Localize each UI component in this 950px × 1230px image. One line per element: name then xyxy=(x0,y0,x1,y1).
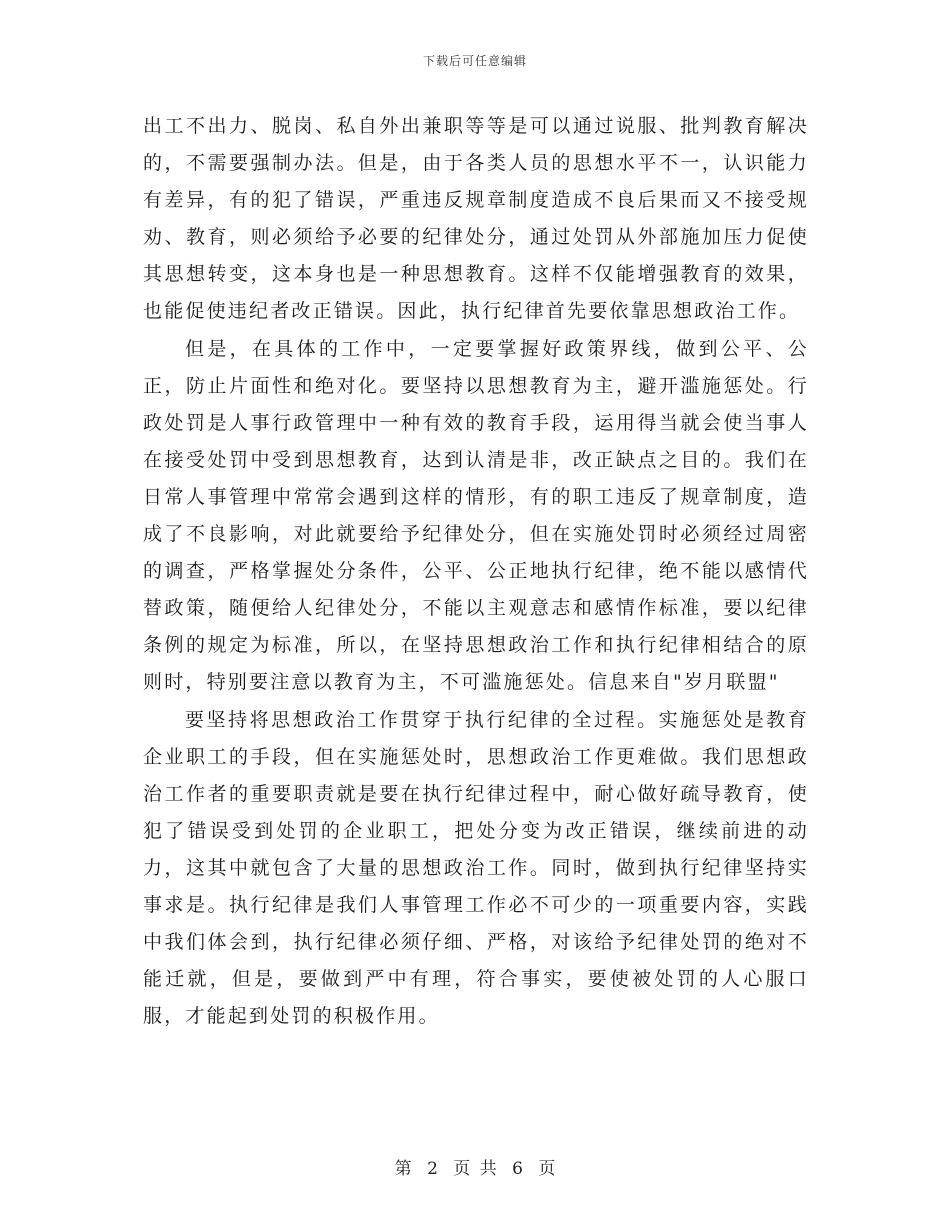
paragraph-2: 但是，在具体的工作中，一定要掌握好政策界线，做到公平、公正，防止片面性和绝对化。要坚持以思想教育为主，避开滥施惩处。行政处罚是人事行政管理中一种有效的教育手段，运用得当就会使当事人在接受处罚中受到思想教育，达到认清是非，改正缺点之目的。我们在日常人事管理中常常会遇到这样的情形，有的职工违反了规章制度，造成了不良影响，对此就要给予纪律处分，但在实施处罚时必须经过周密的调查，严格掌握处分条件，公平、公正地执行纪律，绝不能以感情代替政策，随便给人纪律处分，不能以主观意志和感情作标准，要以纪律条例的规定为标准，所以，在坚持思想政治工作和执行纪律相结合的原则时，特别要注意以教育为主，不可滥施惩处。信息来自"岁月联盟" xyxy=(143,337,809,694)
footer-mid: 页 共 xyxy=(453,1159,497,1179)
page-header xyxy=(0,52,950,69)
header-text: 下载后可任意编辑 xyxy=(422,54,527,68)
footer-suffix: 页 xyxy=(538,1159,556,1179)
page-footer xyxy=(0,1154,950,1179)
total-page-count: 6 xyxy=(512,1159,523,1179)
paragraph-3: 要坚持将思想政治工作贯穿于执行纪律的全过程。实施惩处是教育企业职工的手段，但在实施惩处时，思想政治工作更难做。我们思想政治工作者的重要职责就是要在执行纪律过程中，耐心做好疏导教育，使犯了错误受到处罚的企业职工，把处分变为改正错误，继续前进的动力，这其中就包含了大量的思想政治工作。同时，做到执行纪律坚持实事求是。执行纪律是我们人事管理工作必不可少的一项重要内容，实践中我们体会到，执行纪律必须仔细、严格，对该给予纪律处罚的绝对不能迁就，但是，要做到严中有理，符合事实，要使被处罚的人心服口服，才能起到处罚的积极作用。 xyxy=(143,708,809,1028)
paragraph-1: 出工不出力、脱岗、私自外出兼职等等是可以通过说服、批判教育解决的，不需要强制办法。但是，由于各类人员的思想水平不一，认识能力有差异，有的犯了错误，严重违反规章制度造成不良后果而又不接受规劝、教育，则必须给予必要的纪律处分，通过处罚从外部施加压力促使其思想转变，这本身也是一种思想教育。这样不仅能增强教育的效果，也能促使违纪者改正错误。因此，执行纪律首先要依靠思想政治工作。 xyxy=(143,115,809,323)
document-body xyxy=(143,108,809,1035)
footer-prefix: 第 xyxy=(394,1159,412,1179)
current-page-number: 2 xyxy=(427,1159,438,1179)
